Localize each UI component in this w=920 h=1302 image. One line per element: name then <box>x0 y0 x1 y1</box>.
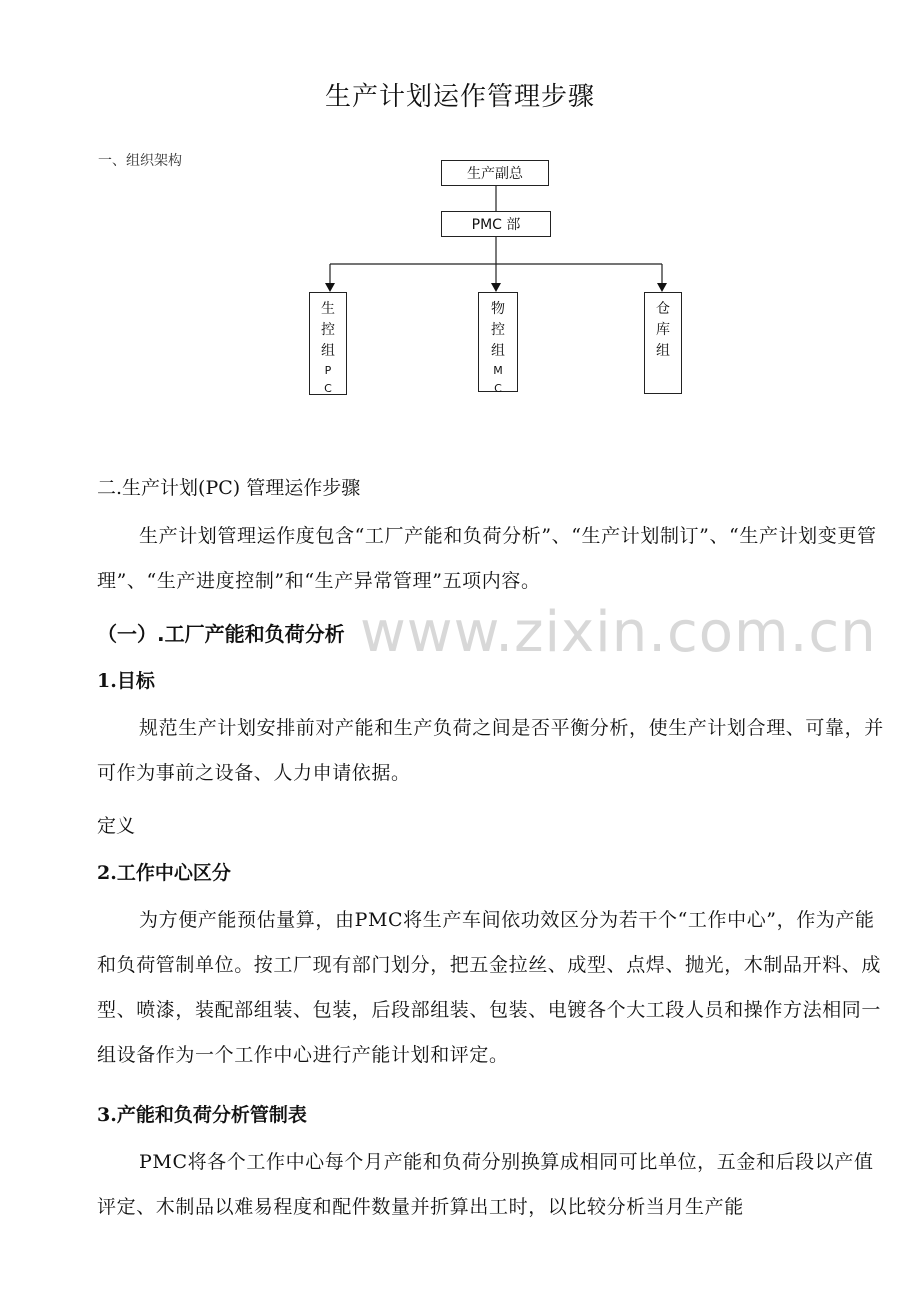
org-node-char: C <box>494 382 502 395</box>
goal-heading: 1.目标 <box>97 670 155 692</box>
org-node-char: 物 <box>491 301 505 317</box>
org-node-vp-production <box>441 160 549 186</box>
section2-heading: 二.生产计划(PC) 管理运作步骤 <box>97 477 361 499</box>
org-chart-connectors <box>0 0 920 420</box>
org-node-label: PMC 部 <box>471 217 521 233</box>
org-node-char: 仓 <box>656 301 670 317</box>
org-node-warehouse-group <box>644 292 682 394</box>
subsection1-heading: （一）.工厂产能和负荷分析 <box>97 622 345 646</box>
page-title: 生产计划运作管理步骤 <box>324 82 595 112</box>
watermark: www.zixin.com.cn <box>360 600 877 665</box>
table-heading: 3.产能和负荷分析管制表 <box>97 1104 307 1126</box>
work-center-paragraph: 为方便产能预估量算，由PMC将生产车间依功效区分为若干个“工作中心”，作为产能和负荷管制单位。按工厂现有部门划分，把五金拉丝、成型、点焊、抛光，木制品开料、成型、喷漆，装配部组装、包装，后段部组装、包装、电镀各个大工段人员和操作方法相同一组设备作为一个工作中心进行产能计划和评定。 <box>97 909 882 1066</box>
org-node-pmc <box>441 211 551 237</box>
org-node-char: 库 <box>656 322 670 338</box>
org-node-char: 组 <box>321 343 335 359</box>
org-node-char: 控 <box>491 322 505 338</box>
section-org-label: 一、组织架构 <box>98 153 182 169</box>
org-node-label: 生产副总 <box>467 166 523 182</box>
work-center-heading: 2.工作中心区分 <box>97 862 231 884</box>
table-paragraph: PMC将各个工作中心每个月产能和负荷分别换算成相同可比单位，五金和后段以产值评定、木制品以难易程度和配件数量并折算出工时，以比较分析当月生产能 <box>97 1151 874 1218</box>
section2-paragraph: 生产计划管理运作度包含“工厂产能和负荷分析”、“生产计划制订”、“生产计划变更管理”、“生产进度控制”和“生产异常管理”五项内容。 <box>97 525 877 592</box>
org-node-char: 组 <box>656 343 670 359</box>
org-node-char: 生 <box>321 301 335 317</box>
org-node-char: M <box>493 364 503 377</box>
org-node-char: 控 <box>321 322 335 338</box>
goal-paragraph: 规范生产计划安排前对产能和生产负荷之间是否平衡分析，使生产计划合理、可靠，并可作为事前之设备、人力申请依据。 <box>97 717 884 784</box>
definition-label: 定义 <box>97 815 136 837</box>
org-node-char: C <box>324 382 332 395</box>
org-node-pc-group <box>309 292 347 395</box>
org-node-mc-group <box>478 292 518 395</box>
org-node-char: 组 <box>491 343 505 359</box>
org-node-char: P <box>324 364 332 377</box>
